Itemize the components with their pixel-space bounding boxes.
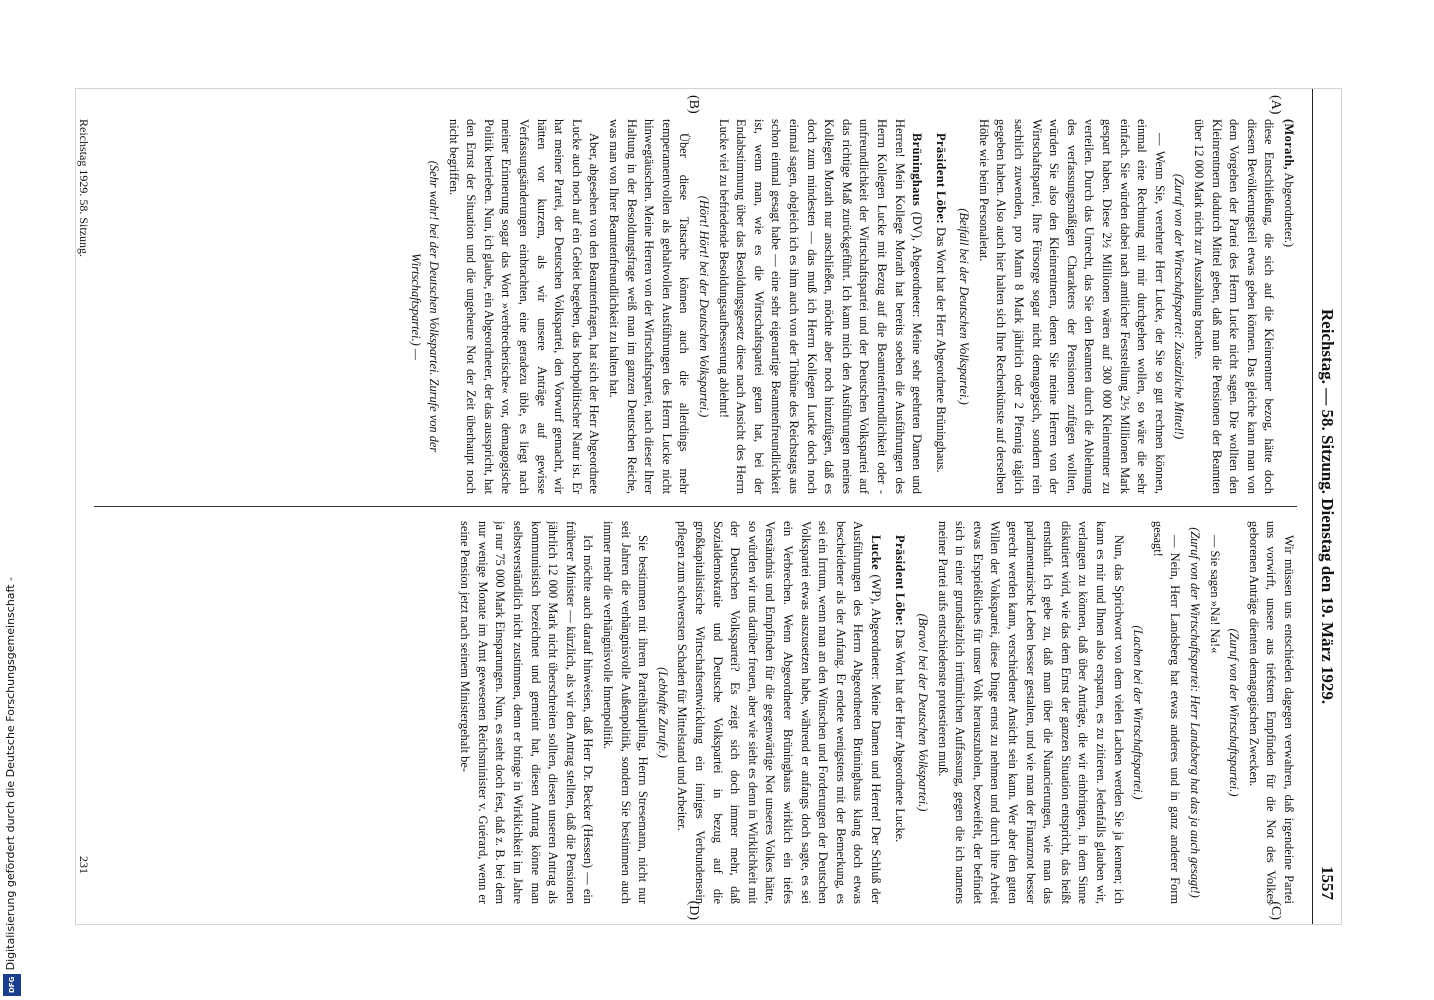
- paragraph: Aber, abgesehen von den Beamtenfragen, hat sich der Herr Abgeordnete Lucke auch noch auf ein Gebiet begeben, das hochpolitischer Natur ist. Er hat meiner Partei, der Deutschen Volkspartei, den Vorwurf gemacht, wir hätten vor kurzem, als wir unsere Anträge auf gewisse Verfassungsänderungen einbrachten, eine geradezu üble, es liegt nach meiner Erinnerung sogar das Wort »verbrecherische« vor, demagogische Politik betrieben. Nun, ich glaube, ein Abgeordneter, der das ausspricht, hat den Ernst der Situation und die ungeheure Not der Zeit überhaupt noch nicht begriffen.: [446, 119, 602, 494]
- margin-marker-a: (A): [1268, 95, 1283, 115]
- president-name: Präsident Löbe:: [933, 133, 948, 225]
- interjection: (Hört! Hört! bei der Deutschen Volkspartei.): [697, 195, 711, 418]
- speaker-name: Brüninghaus: [910, 133, 925, 207]
- paragraph: — Nein, Herr Landsberg hat etwas anderes und in ganz anderer Form gesagt!: [1150, 521, 1183, 904]
- paragraph: — Wenn Sie, verehrter Herr Lucke, der Sie so gut rechnen können, einmal eine Rechnung mit mir durchgehen wollen, so wäre die sehr einfach. Sie würden dabei nach amtlicher Feststellung 2½ Millionen Mark gespart haben. Diese 2½ Millionen wären auf 300 000 Kleinrentner zu verteilen. Durch das Unrecht, das Sie den Beamten durch die Ablehnung des verfassungsmäßigen Charakters der Pensionen zufügen wollten, würden Sie also den Kleinrentnern, denen Sie meine Herren von der Wirtschaftspartei, Ihre Fürsorge sogar nicht demagogisch, sondern rein sachlich zuwenden, pro Mann 8 Mark jährlich oder 2 Pfennig täglich gegeben haben. Also auch hier halten sich Ihre Rechenkünste auf derselben Höhe wie beim Personaletat.: [976, 119, 1167, 494]
- president-text: Das Wort hat der Herr Abgeordnete Lucke.: [892, 629, 907, 843]
- interjection: (Sehr wahr! bei der Deutschen Volkspartei. Zurufe von der Wirtschaftspartei.) —: [409, 160, 442, 453]
- interjection: (Zuruf von der Wirtschaftspartei: Herr Landsberg hat das ja auch gesagt!): [1188, 527, 1203, 898]
- paragraph: Ich möchte auch darauf hinweisen, daß Herr Dr. Becker (Hessen) — ein früherer Minister — kürzlich, als wir den Antrag stellten, daß die Pensionen jährlich 12 000 Mark nicht überschreiten sollten, diesen unseren Antrag als kommunistisch bezeichnet und gemeint hat, diesen Antrag könne man selbstverständlich nicht zustimmen, denn er bringe in Wirklichkeit im Jahre ja nur 75 000 Mark Einsparungen. Nun, es steht doch fest, daß z. B. bei dem nur wenige Monate im Amt gewesenen Reichsminister v. Guérard, wenn er seine Pension jetzt nach seinem Ministergehalt be-: [458, 521, 596, 904]
- speaker-name: (Morath,: [1282, 119, 1296, 171]
- credit-text: Digitalisierung gefördert durch die Deutsche Forschungsgemeinschaft -: [4, 576, 17, 970]
- document-page: [75, 88, 1342, 925]
- paragraph: Wir müssen uns entschieden dagegen verwahren, daß irgendeine Partei uns vorwirft, unsere aus tiefstem Empfinden für die Not des Volkes geborenen Anträge dienten demagogischen Zwecken.: [1246, 521, 1296, 904]
- interjection: (Zuruf von der Wirtschaftspartei.): [1227, 628, 1242, 797]
- interjection: (Bravo! bei der Deutschen Volkspartei.): [916, 613, 931, 812]
- paragraph: Meine sehr geehrten Damen und Herren! Mein Kollege Morath hat bereits soeben die Ausführungen des Herrn Kollegen Lucke mit Bezug auf die Beamtenfreundlichkeit oder -unfreundlichkeit der Wirtschaftspartei und der Deutschen Volkspartei auf das richtige Maß zurückgeführt. Ich kann mich den Ausführungen meines Kollegen Morath nur anschließen, möchte aber noch hinzufügen, daß es doch zum mindesten — das muß ich Herrn Kollegen Lucke doch noch einmal sagen, obgleich ich es ihm auch von der Tribüne des Reichstags aus schon einmal gesagt habe — eine sehr eigenartige Beamtenfreundlichkeit ist, wenn man, wie es die Wirtschaftspartei getan hat, bei der Endabstimmung über das Besoldungsgesetz diese nach Ansicht des Herrn Lucke viel zu befriedende Besoldungsaufbesserung ablehnt!: [716, 119, 925, 494]
- speaker-role: (DV), Abgeordneter:: [910, 211, 925, 318]
- paragraph: Über diese Tatsache können auch die allerdings mehr temperamentvollen als gehaltvollen Ausführungen des Herrn Lucke nicht hinwegtäuschen. Meine Herren von der Wirtschaftspartei, nach dieser Ihrer Haltung in der Besoldungsfrage weiß man im ganzen Deutschen Reiche, was man von Ihrer Beamtenfreundlichkeit zu halten hat.: [607, 119, 692, 494]
- margin-marker-d: (D): [686, 900, 701, 920]
- president-text: Das Wort hat der Herr Abgeordnete Brüninghaus.: [933, 227, 948, 473]
- page-number: 1557: [1318, 866, 1337, 900]
- margin-marker-b: (B): [686, 95, 701, 114]
- paragraph: — Sie sagen »Na! Na!«: [1207, 535, 1222, 654]
- column-divider: [94, 506, 1297, 507]
- page-header: [1312, 89, 1341, 924]
- right-column: [92, 521, 1297, 904]
- interjection: (Beifall bei der Deutschen Volkspartei.): [957, 208, 972, 405]
- left-column: [92, 119, 1297, 494]
- speaker-role: (WP), Abgeordneter:: [868, 574, 883, 680]
- speaker-role: Abgeordneter.): [1282, 172, 1296, 248]
- dfg-logo: DFG: [3, 974, 21, 996]
- paragraph: Meine Damen und Herren! Der Schluß der Ausführungen des Herrn Abgeordneten Brüninghaus klang doch etwas bescheidener als der Anfang. Er endete wenigstens mit der Bemerkung, es sei ein Irrtum, wenn man an den Wünschen und Forderungen der Deutschen Volkspartei etwas auszusetzen habe, während er anfangs doch sagte, es sei ein Verbrechen. Wenn Abgeordneter Brüninghaus wirklich ein tiefes Verständnis und Empfinden für die gegenwärtige Not unseres Volkes hätte, so würden wir uns darüber freuen, aber wie sieht es denn in Wirklichkeit mit der Deutschen Volkspartei? Es zeigt sich doch immer mehr, daß Sozialdemokratie und Deutsche Volkspartei in bezug auf die großkapitalistische Wirtschaftsentwicklung ein inniges Verbundensein pflegen zum schwersten Schaden für Mittelstand und Arbeiter.: [675, 521, 883, 904]
- margin-marker-c: (C): [1268, 901, 1283, 920]
- interjection: (Lebhafte Zurufe.): [655, 667, 670, 758]
- speaker-name: Lucke: [868, 535, 883, 571]
- paragraph: Nun, das Sprichwort von dem vielen Lachen werden Sie ja kennen; ich kann es mir und Ihnen also ersparen, es zu zitieren. Jedenfalls glauben wir, verlangen zu können, daß über Anträge, die wir einbringen, in dem Sinne diskutiert wird, wie das dem Ernst der ganzen Situation entspricht, das heißt ernsthaft. Ich gebe zu, daß man über die Nuancierungen, wie man das parlamentarische Leben besser gestalten, und wie man der Finanznot besser gerecht werden kann, verschiedener Ansicht sein kann. Wer aber den guten Willen der Volkspartei, diese Dinge ernst zu nehmen und durch ihre Arbeit etwas Ersprießliches für unser Volk herauszuholen, bezweifelt, der befindet sich in einer grundsätzlich irrtümlichen Auffassung, gegen die ich namens meiner Partei aufs entschiedenste protestieren muß.: [935, 521, 1126, 904]
- president-name: Präsident Löbe:: [892, 535, 907, 627]
- paragraph: diese Entschließung, die sich auf die Kleinrentner bezog, hätte doch diesem Bevölkerungsteil etwas geben können. Das gleiche kann man von dem Vorgehen der Partei des Herrn Lucke nicht sagen. Die wollten den Kleinrentnern dadurch Mittel geben, daß man die Pensionen der Beamten über 12 000 Mark nicht zur Auszahlung brachte.: [1192, 119, 1277, 494]
- paragraph: Sie bestimmen mit ihrem Parteihäuptling, Herrn Stresemann, nicht nur seit Jahren die verhängnisvolle Außenpolitik, sondern Sie bestimmen auch immer mehr die verhängnisvolle Innenpolitik.: [601, 521, 651, 904]
- sheet-number: 231: [77, 856, 91, 874]
- page-footer: Reichstag 1929. 58. Sitzung.: [77, 119, 91, 257]
- interjection: (Zuruf von der Wirtschaftspartei: Zusätzliche Mittel!): [1172, 173, 1187, 440]
- page-title: Reichstag. — 58. Sitzung. Dienstag den 19. März 1929.: [1318, 308, 1337, 705]
- interjection: (Lachen bei der Wirtschaftspartei.): [1131, 625, 1146, 800]
